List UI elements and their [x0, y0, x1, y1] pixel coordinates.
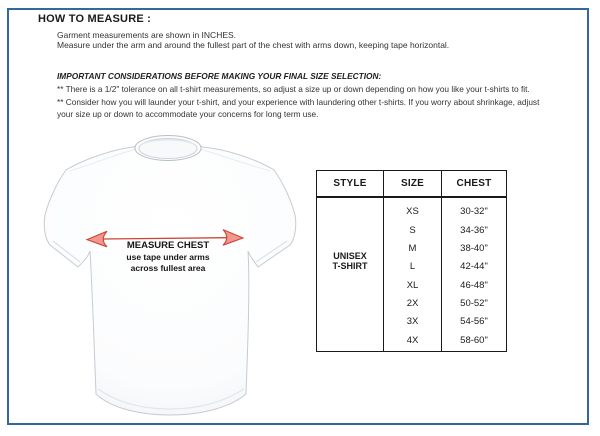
size-cell: 2X: [406, 297, 419, 309]
how-to-measure-title: HOW TO MEASURE :: [38, 13, 151, 25]
size-cell: XL: [406, 279, 419, 291]
size-cell: XS: [406, 206, 419, 218]
chest-column: [441, 171, 506, 351]
intro-line: Measure under the arm and around the fullest part of the chest with arms down, keeping tape horizontal.: [57, 40, 450, 51]
size-column-header: SIZE: [384, 171, 441, 198]
measure-label-line3: across fullest area: [130, 263, 206, 274]
consideration-note: ** There is a 1/2" tolerance on all t-shirt measurements, so adjust a size up or down depending on how you like your t-shirts to fit.: [57, 84, 530, 95]
style-column: [317, 171, 383, 351]
measure-label-title: MEASURE CHEST: [126, 240, 210, 251]
size-cells: [384, 198, 441, 352]
chest-cell: 34-36": [460, 224, 488, 236]
chest-cell: 58-60": [460, 334, 488, 346]
size-cell: 3X: [406, 316, 419, 328]
chest-cell: 30-32": [460, 206, 488, 218]
intro-text: [57, 30, 557, 51]
tshirt-body: [44, 139, 296, 415]
chest-cell: 50-52": [460, 297, 488, 309]
chest-cell: 54-56": [460, 316, 488, 328]
chest-cells: [442, 198, 506, 352]
considerations-block: [57, 70, 541, 121]
style-column-header: STYLE: [317, 171, 383, 198]
size-cell: L: [409, 261, 416, 273]
intro-line: Garment measurements are shown in INCHES.: [57, 30, 237, 40]
considerations-notes: [57, 83, 541, 120]
size-cell: M: [408, 242, 417, 254]
chest-cell: 38-40": [460, 242, 488, 254]
style-cell: [317, 198, 383, 352]
measure-label-line2: use tape under arms: [126, 252, 210, 262]
measure-label: [95, 240, 241, 274]
tshirt-illustration: [42, 131, 298, 423]
chest-cell: 46-48": [460, 279, 488, 291]
consideration-note: ** Consider how you will launder your t-shirt, and your experience with laundering other t-shirts. If you worry about shrinkage, adjust your size up or down to accommodate your concerns for long term use.: [57, 96, 540, 120]
considerations-heading: IMPORTANT CONSIDERATIONS BEFORE MAKING YOUR FINAL SIZE SELECTION:: [57, 71, 382, 81]
size-column: [383, 171, 441, 351]
tshirt-svg: [42, 131, 298, 423]
style-label: UNISEX T-SHIRT: [332, 250, 368, 272]
chest-column-header: CHEST: [442, 171, 506, 198]
size-chart-table: [316, 170, 507, 352]
chest-cell: 42-44": [460, 261, 488, 273]
size-cell: 4X: [406, 334, 419, 346]
size-cell: S: [409, 224, 416, 236]
